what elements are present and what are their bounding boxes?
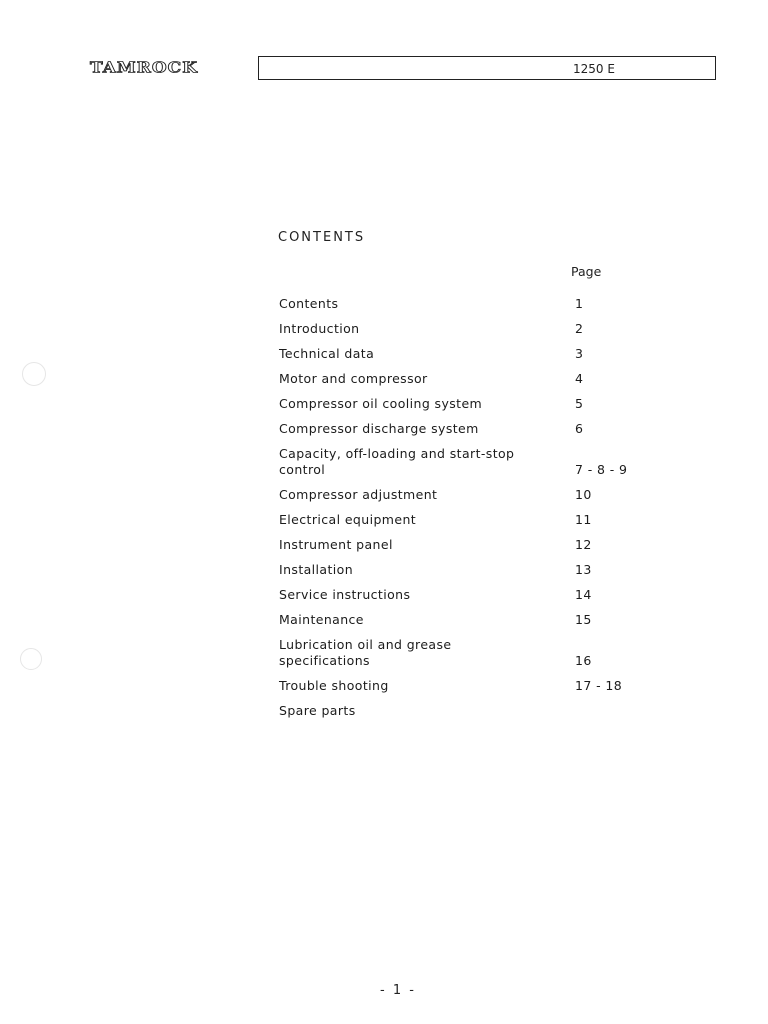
toc-entry-page: 17 - 18 [575, 678, 623, 693]
model-number: 1250 E [573, 62, 615, 76]
toc-entry-title: Compressor adjustment [279, 487, 438, 502]
toc-entry-title: Maintenance [279, 612, 364, 627]
toc-entry-page: 16 [575, 653, 592, 668]
toc-entry-page: 7 - 8 - 9 [575, 462, 628, 477]
toc-entry-page: 6 [575, 421, 584, 436]
punch-hole-mark [20, 648, 42, 670]
toc-entry-title: Compressor oil cooling system [279, 396, 483, 411]
toc-entry-page: 2 [575, 321, 584, 336]
toc-entry-title: Contents [279, 296, 339, 311]
page-column-label: Page [571, 264, 602, 279]
toc-entry-title: Installation [279, 562, 354, 577]
contents-title: CONTENTS [278, 230, 366, 245]
brand-logo: TAMROCK [90, 59, 198, 77]
toc-entry-title: Capacity, off-loading and start-stop control [279, 446, 515, 477]
toc-entry-title: Spare parts [279, 703, 356, 718]
toc-entry-title: Introduction [279, 321, 360, 336]
toc-entry-page: 12 [575, 537, 592, 552]
toc-entry-page: 5 [575, 396, 584, 411]
toc-entry-page: 1 [575, 296, 584, 311]
toc-entry-title: Motor and compressor [279, 371, 428, 386]
toc-entry-title: Electrical equipment [279, 512, 417, 527]
punch-hole-mark [22, 362, 46, 386]
toc-entry-title: Service instructions [279, 587, 411, 602]
toc-entry-page: 11 [575, 512, 592, 527]
page-number: - 1 - [380, 983, 416, 998]
toc-entry-page: 14 [575, 587, 592, 602]
toc-entry-page: 13 [575, 562, 592, 577]
model-box [258, 56, 716, 80]
toc-entry-title: Trouble shooting [279, 678, 389, 693]
toc-entry-title: Lubrication oil and grease specifications [279, 637, 452, 668]
toc-entry-title: Technical data [279, 346, 375, 361]
toc-entry-page: 4 [575, 371, 584, 386]
toc-entry-page: 10 [575, 487, 592, 502]
toc-entry-title: Compressor discharge system [279, 421, 479, 436]
toc-entry-title: Instrument panel [279, 537, 393, 552]
toc-entry-page: 3 [575, 346, 584, 361]
toc-entry-page: 15 [575, 612, 592, 627]
